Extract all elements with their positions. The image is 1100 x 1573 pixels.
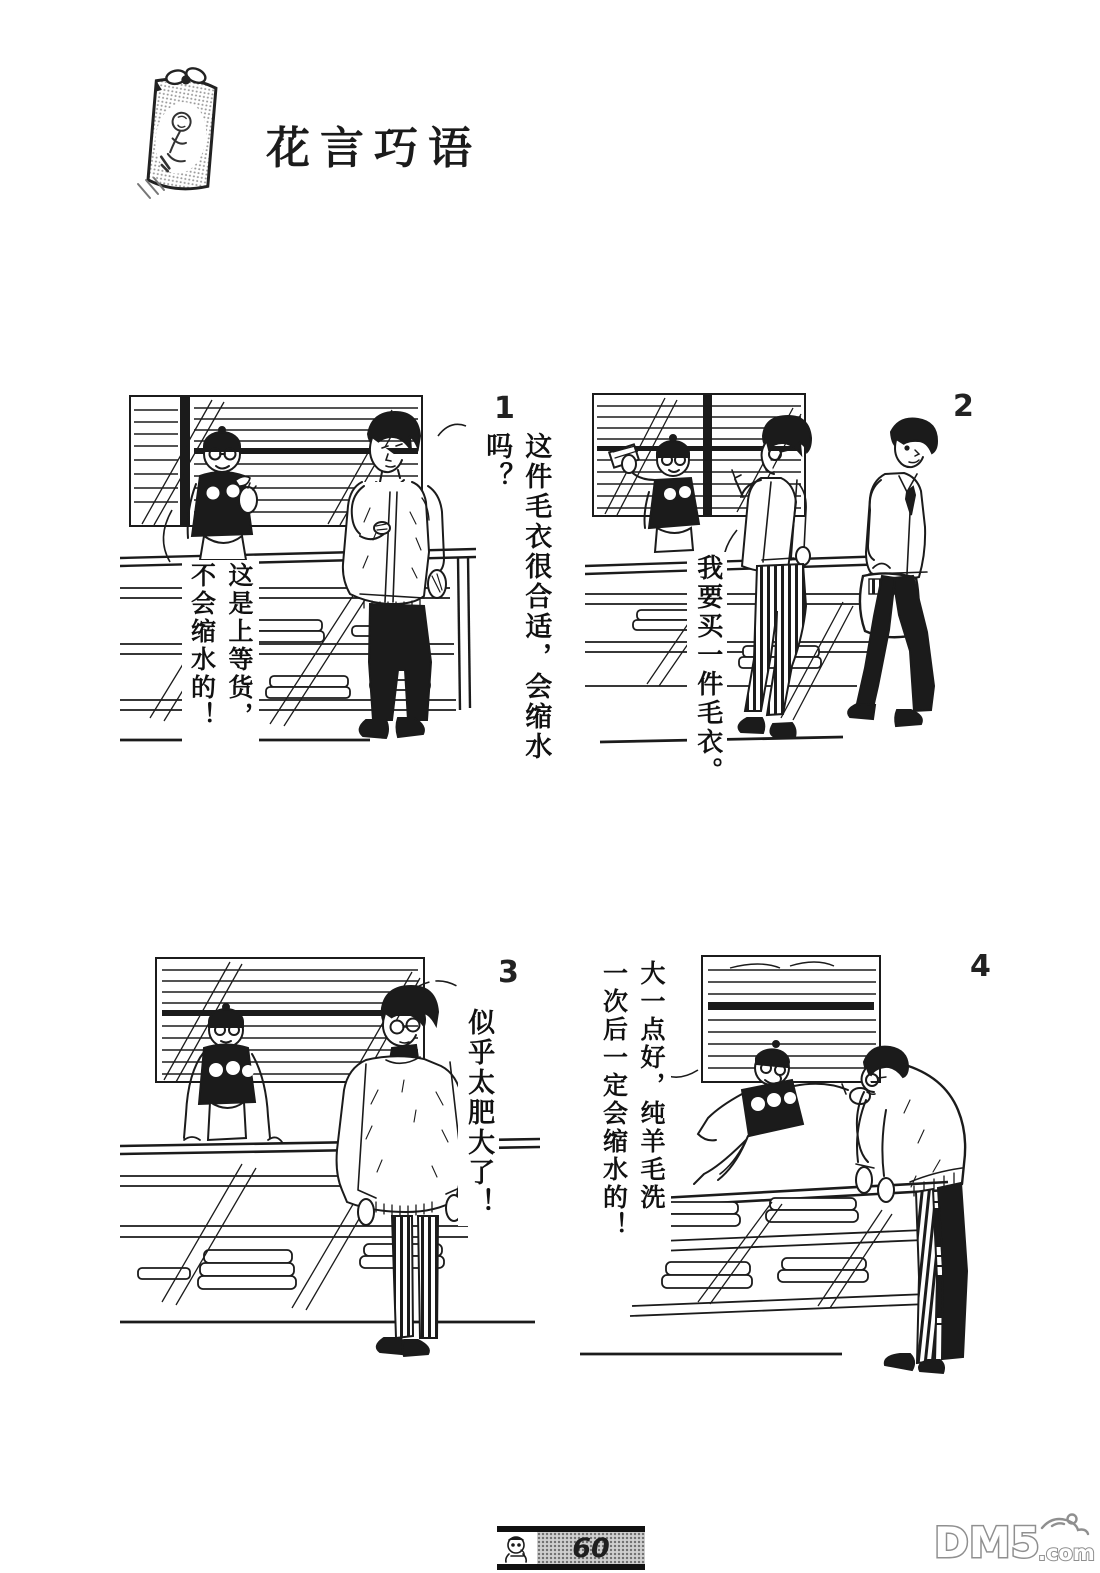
page-title: 花言巧语 <box>266 123 482 174</box>
dm5-logo <box>930 1512 1100 1570</box>
panel-1-customer-dialogue: 这件毛衣很合适，会缩水吗？ <box>476 430 556 806</box>
panel-3-number: 3 <box>498 955 519 990</box>
page-number: 60 <box>537 1532 645 1564</box>
panel-1-number: 1 <box>494 391 515 426</box>
panel-1-clerk-dialogue: 这是上等货， 不会缩水的！ <box>182 560 259 756</box>
dm5-logo-suffix: .com <box>1038 1541 1095 1565</box>
panel-3-customer-dialogue: 似乎太肥大了！ <box>458 1006 499 1226</box>
page-number-badge <box>497 1526 645 1570</box>
dm5-mascot-icon <box>1042 1515 1088 1535</box>
panel-3 <box>120 950 540 1370</box>
panel-2-number: 2 <box>953 389 974 424</box>
mascot-icon <box>497 1532 537 1564</box>
panel-4 <box>580 950 1000 1375</box>
panel-2-illustration <box>585 388 1000 808</box>
note-doodle-icon <box>120 56 245 206</box>
panel-2-customer-dialogue: 我要买一件毛衣。 <box>687 552 727 788</box>
panel-1-illustration <box>120 388 520 808</box>
panel-4-clerk-dialogue: 大一点好，纯羊毛洗 一次后一定会缩水的！ <box>594 958 671 1258</box>
panel-4-number: 4 <box>970 949 991 984</box>
panel-2 <box>585 388 1000 808</box>
panel-1 <box>120 388 552 808</box>
dm5-logo-text: DM5 <box>934 1518 1040 1567</box>
